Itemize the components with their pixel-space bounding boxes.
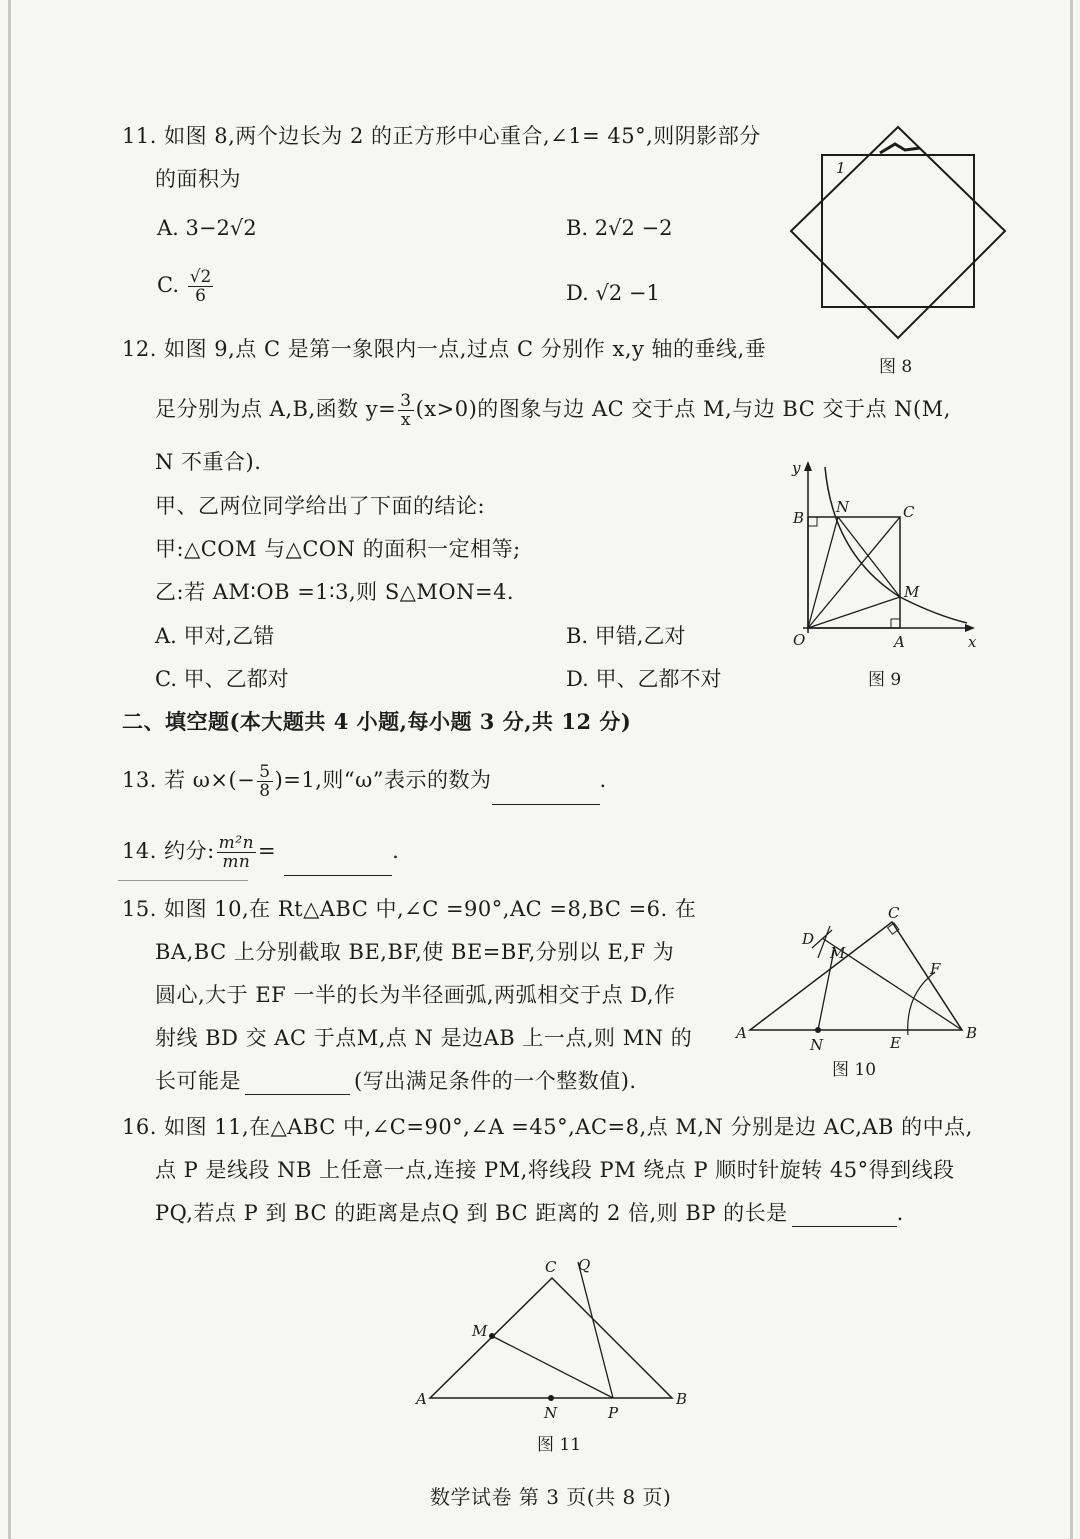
q12-function-fraction xyxy=(398,392,413,429)
q13 xyxy=(122,755,607,805)
figure-9 xyxy=(785,455,985,655)
q11-option-b: B. 2√2 −2 xyxy=(566,216,673,240)
q15-line4: 射线 BD 交 AC 于点M,点 N 是边AB 上一点,则 MN 的 xyxy=(155,1026,693,1050)
q14-denominator: mn xyxy=(222,852,251,872)
label-e: E xyxy=(890,1034,901,1050)
label-m: M xyxy=(904,583,920,601)
label-a: A xyxy=(894,633,905,651)
q16-line3-text: PQ,若点 P 到 BC 的距离是点Q 到 BC 距离的 2 倍,则 BP 的长是 xyxy=(155,1201,788,1225)
q11-option-c-fraction xyxy=(188,268,214,305)
q13-answer-blank xyxy=(492,784,600,805)
q12-line6: 乙:若 AM∶OB =1∶3,则 S△MON=4. xyxy=(155,580,515,604)
q11-option-c xyxy=(157,268,215,305)
q16-answer-blank xyxy=(792,1206,897,1227)
figure-8 xyxy=(785,120,1015,350)
label-n: N xyxy=(836,498,850,516)
q15-line5 xyxy=(155,1067,637,1095)
label-m: M xyxy=(830,944,846,962)
page-footer: 数学试卷 第 3 页(共 8 页) xyxy=(430,1485,672,1509)
q16-end: . xyxy=(896,1201,904,1225)
point-n xyxy=(815,1027,821,1033)
label-p: P xyxy=(608,1404,619,1422)
q14-fraction xyxy=(217,834,256,871)
q14-equals: = xyxy=(258,839,277,863)
figure-11 xyxy=(410,1250,700,1425)
label-o: O xyxy=(793,631,806,649)
q14-numerator: m²n xyxy=(218,833,255,853)
figure-11-caption: 图 11 xyxy=(537,1435,582,1455)
q11-option-d: D. √2 −1 xyxy=(566,281,660,305)
label-d: D xyxy=(802,930,815,948)
segment-mp xyxy=(492,1336,613,1398)
scan-artifact-line xyxy=(118,880,248,881)
q12-option-b: B. 甲错,乙对 xyxy=(566,624,686,648)
q15-line5-post: (写出满足条件的一个整数值). xyxy=(354,1069,637,1093)
segment-mn xyxy=(818,950,834,1030)
q15-answer-blank xyxy=(245,1074,350,1095)
segment-om xyxy=(808,597,900,628)
label-m: M xyxy=(472,1322,488,1340)
q12-line2-pre: 足分别为点 A,B,函数 y= xyxy=(155,397,397,421)
label-c: C xyxy=(888,904,900,922)
hyperbola-curve xyxy=(825,467,967,623)
q13-denominator: 8 xyxy=(259,781,271,801)
q13-post: )=1,则“ω”表示的数为 xyxy=(274,768,492,792)
figure-9-caption: 图 9 xyxy=(868,670,902,690)
q11-option-a: A. 3−2√2 xyxy=(157,216,257,240)
label-y: y xyxy=(792,459,801,477)
point-m xyxy=(489,1333,495,1339)
label-c: C xyxy=(545,1258,557,1276)
q14-answer-blank xyxy=(284,855,392,876)
q12-option-a: A. 甲对,乙错 xyxy=(155,624,275,648)
figure-8-caption: 图 8 xyxy=(879,357,913,377)
q11-line2: 的面积为 xyxy=(155,167,241,191)
q12-line1: 12. 如图 9,点 C 是第一象限内一点,过点 C 分别作 x,y 轴的垂线,垂 xyxy=(122,337,767,361)
label-b: B xyxy=(966,1024,978,1042)
scan-edge-right xyxy=(1070,0,1073,1539)
angle-1-label: 1 xyxy=(836,159,846,177)
right-angle-a xyxy=(891,619,900,628)
q12-line3: N 不重合). xyxy=(155,450,262,474)
shading-mark xyxy=(880,144,920,153)
q13-numerator: 5 xyxy=(259,762,271,782)
q14 xyxy=(122,826,399,876)
label-a: A xyxy=(416,1390,427,1408)
q16-line1: 16. 如图 11,在△ABC 中,∠C=90°,∠A =45°,AC=8,点 M,N 分别是边 AC,AB 的中点, xyxy=(122,1115,973,1139)
segment-oc xyxy=(808,517,900,628)
shaded-corner xyxy=(870,127,926,155)
q12-line5: 甲:△COM 与△CON 的面积一定相等; xyxy=(155,537,521,561)
q11-option-c-numerator: √2 xyxy=(189,267,212,287)
label-x: x xyxy=(968,633,977,651)
label-f: F xyxy=(930,960,941,978)
label-a: A xyxy=(736,1024,747,1042)
label-q: Q xyxy=(578,1256,591,1274)
q15-line5-pre: 长可能是 xyxy=(155,1069,241,1093)
x-axis-arrow xyxy=(965,624,975,632)
q16-line3 xyxy=(155,1199,904,1227)
label-n: N xyxy=(810,1036,824,1050)
q12-fraction-numerator: 3 xyxy=(400,391,412,411)
q11-option-c-denominator: 6 xyxy=(195,286,206,306)
q14-end: . xyxy=(392,839,400,863)
label-b: B xyxy=(793,509,805,527)
scan-edge-left xyxy=(8,0,11,1539)
q13-pre: 13. 若 ω×(− xyxy=(122,768,256,792)
q12-fraction-denominator: x xyxy=(400,410,411,430)
y-axis-arrow xyxy=(804,461,812,471)
q12-line2-post: (x>0)的图象与边 AC 交于点 M,与边 BC 交于点 N(M, xyxy=(415,397,951,421)
right-angle-b xyxy=(808,517,817,526)
label-b: B xyxy=(676,1390,688,1408)
q11-line1: 11. 如图 8,两个边长为 2 的正方形中心重合,∠1= 45°,则阴影部分 xyxy=(122,124,761,148)
point-n xyxy=(548,1395,554,1401)
label-n: N xyxy=(544,1404,558,1422)
q12-option-c: C. 甲、乙都对 xyxy=(155,667,289,691)
q15-line3: 圆心,大于 EF 一半的长为半径画弧,两弧相交于点 D,作 xyxy=(155,983,676,1007)
q15-line2: BA,BC 上分别截取 BE,BF,使 BE=BF,分别以 E,F 为 xyxy=(155,940,675,964)
q13-fraction xyxy=(257,763,272,800)
label-c: C xyxy=(903,503,915,521)
q13-end: . xyxy=(599,768,607,792)
q12-line4: 甲、乙两位同学给出了下面的结论: xyxy=(155,494,486,518)
figure-10-caption: 图 10 xyxy=(832,1060,877,1080)
segment-on xyxy=(808,517,838,628)
q12-line2 xyxy=(155,385,951,433)
q14-pre: 14. 约分: xyxy=(122,839,215,863)
q15-line1: 15. 如图 10,在 Rt△ABC 中,∠C =90°,AC =8,BC =6. 在 xyxy=(122,897,697,921)
section-2-heading: 二、填空题(本大题共 4 小题,每小题 3 分,共 12 分) xyxy=(122,709,632,734)
q11-option-c-label: C. xyxy=(157,273,179,297)
segment-pq xyxy=(578,1262,613,1398)
q12-option-d: D. 甲、乙都不对 xyxy=(566,667,722,691)
triangle-abc xyxy=(430,1278,672,1398)
q16-line2: 点 P 是线段 NB 上任意一点,连接 PM,将线段 PM 绕点 P 顺时针旋转 45°得到线段 xyxy=(155,1158,955,1182)
figure-10 xyxy=(730,900,990,1050)
